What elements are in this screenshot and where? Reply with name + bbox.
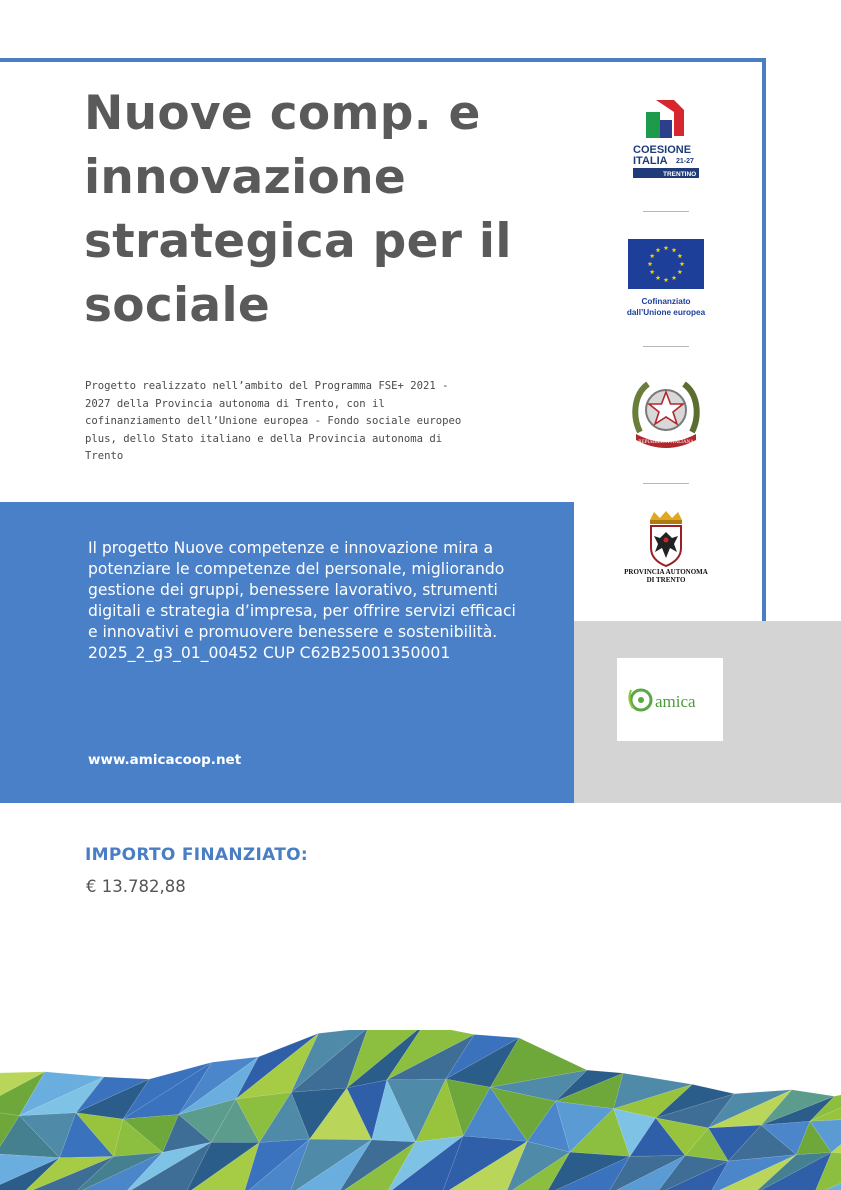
project-description: Il progetto Nuove competenze e innovazione mira a potenziare le competenze del personale, migliorando gestione dei gruppi, benessere lavorativo, strumenti digitali e strategia d’impresa, per offrire servizi efficaci e innovativi e promuovere benessere e sostenibilità. 2025_2_g3_01_00452 CUP C62B25001350001	[88, 539, 516, 662]
importo-label: IMPORTO FINANZIATO:	[85, 845, 309, 865]
eu-line1: Cofinanziato	[641, 297, 691, 306]
provincia-line1: PROVINCIA AUTONOMA	[624, 568, 708, 576]
coesione-italia-logo	[628, 98, 708, 182]
provincia-trento-logo	[620, 510, 712, 586]
website-link[interactable]: www.amicacoop.net	[88, 752, 242, 768]
logo-separator	[643, 483, 689, 484]
coesione-line1: COESIONE	[633, 144, 692, 156]
triangle-layer	[0, 1030, 841, 1190]
repubblica-italiana-emblem	[630, 376, 702, 450]
page-title: Nuove comp. e innovazione strategica per il sociale	[84, 86, 512, 333]
coesione-blue-shape	[660, 120, 672, 138]
eu-line2: dall’Unione europea	[626, 308, 706, 317]
program-intro: Progetto realizzato nell’ambito del Programma FSE+ 2021 - 2027 della Provincia autonoma di Trento, con il cofinanziamento dell’Unione europea - Fondo sociale europeo plus, dello Stato italiano e della Provincia autonoma di Trento	[85, 380, 462, 462]
provincia-line2: DI TRENTO	[646, 576, 686, 584]
coesione-green-shape	[646, 112, 660, 138]
decorative-triangle-pattern	[0, 1030, 841, 1190]
logo-separator	[643, 211, 689, 212]
coesione-line2: ITALIA	[633, 155, 668, 167]
amica-logo	[617, 658, 723, 741]
provincia-crown	[650, 511, 682, 520]
coesione-years: 21-27	[676, 158, 694, 165]
emblem-ribbon-text: REPUBBLICA ITALIANA	[638, 440, 694, 445]
coesione-region: TRENTINO	[663, 171, 697, 178]
amica-logo-box	[617, 658, 723, 741]
amica-wordmark: amica	[655, 692, 696, 711]
eu-flag-logo	[618, 238, 714, 320]
importo-value: € 13.782,88	[86, 877, 186, 896]
logo-separator	[643, 346, 689, 347]
